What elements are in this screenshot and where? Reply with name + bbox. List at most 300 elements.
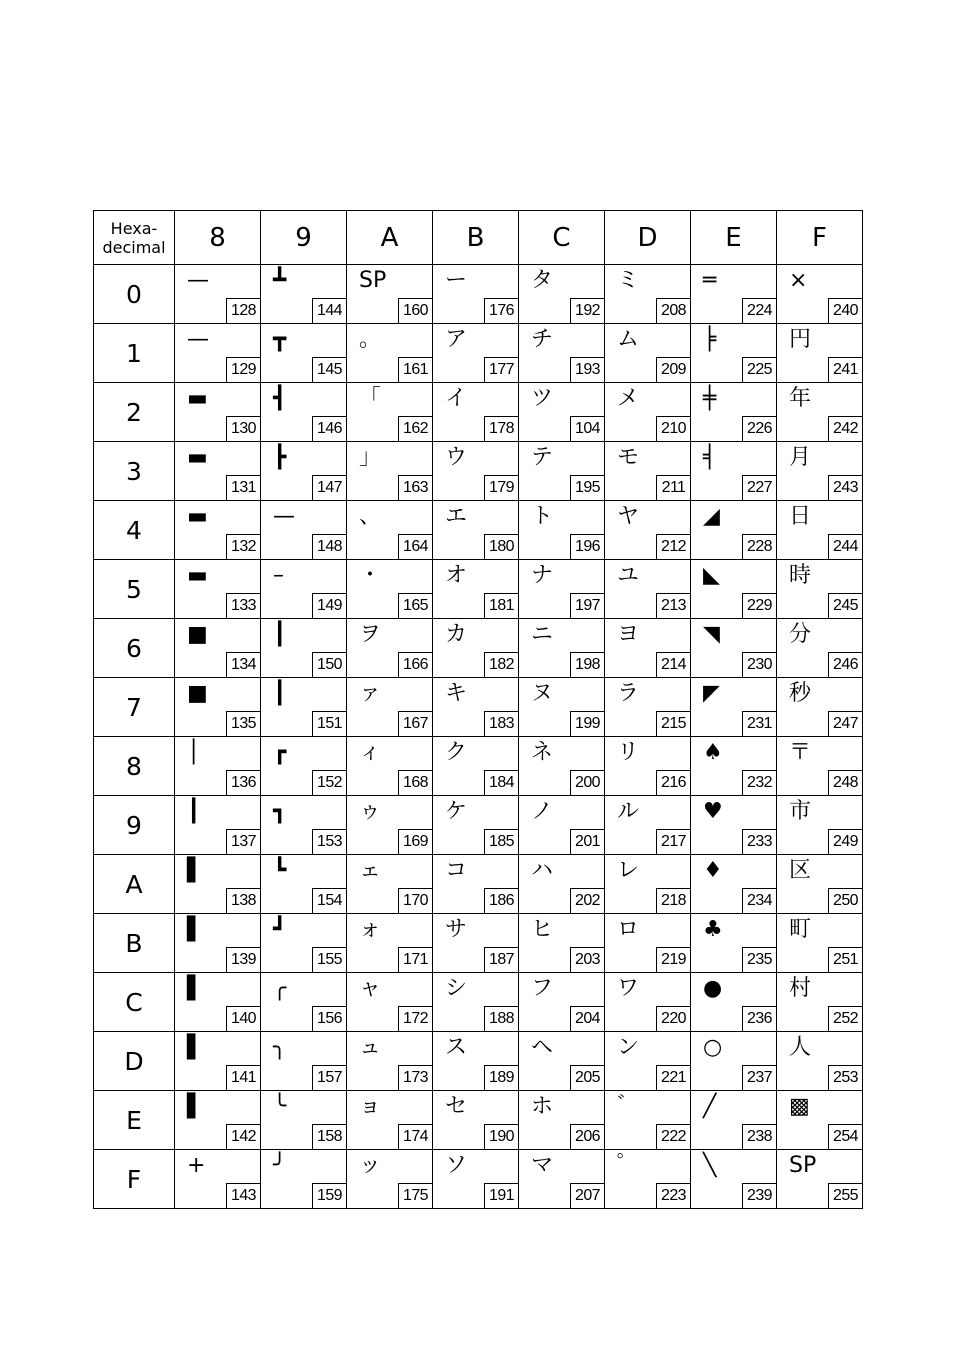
char-glyph: ・: [359, 563, 382, 588]
char-glyph: ナ: [531, 563, 554, 588]
char-cell: [347, 265, 433, 324]
char-glyph: ┏: [273, 740, 287, 765]
char-cell: [175, 1032, 261, 1091]
decimal-code-box: 231: [742, 711, 776, 736]
decimal-code-box: 236: [742, 1006, 776, 1031]
char-glyph: ▩: [789, 1094, 810, 1119]
char-cell: [261, 1091, 347, 1150]
decimal-code-box: 129: [226, 357, 260, 382]
char-glyph: 町: [789, 917, 812, 942]
char-glyph: ュ: [359, 1035, 382, 1060]
decimal-code-box: 141: [226, 1065, 260, 1090]
char-glyph: ゥ: [359, 799, 382, 824]
char-cell: [347, 973, 433, 1032]
column-header-b: B: [433, 211, 519, 265]
decimal-code-box: 132: [226, 534, 260, 559]
decimal-code-box: 196: [570, 534, 604, 559]
char-cell: [777, 678, 863, 737]
char-glyph: ■: [187, 622, 208, 647]
char-cell: [175, 501, 261, 560]
char-glyph: ▬: [187, 504, 208, 529]
char-cell: [433, 265, 519, 324]
char-glyph: マ: [531, 1153, 554, 1178]
decimal-code-box: 155: [312, 947, 346, 972]
decimal-code-box: 239: [742, 1183, 776, 1208]
table-row: [94, 324, 863, 383]
char-glyph: 人: [789, 1035, 812, 1060]
char-glyph: ニ: [531, 622, 554, 647]
column-header-c: C: [519, 211, 605, 265]
char-glyph: ◥: [703, 622, 720, 647]
decimal-code-box: 163: [398, 475, 432, 500]
decimal-code-box: 254: [828, 1124, 862, 1149]
decimal-code-box: 156: [312, 1006, 346, 1031]
table-row: [94, 737, 863, 796]
char-glyph: ♦: [703, 858, 723, 883]
row-header: 3: [94, 442, 175, 501]
decimal-code-box: 219: [656, 947, 690, 972]
char-cell: [261, 914, 347, 973]
char-glyph: ホ: [531, 1094, 554, 1119]
decimal-code-box: 168: [398, 770, 432, 795]
char-cell: [261, 619, 347, 678]
decimal-code-box: 150: [312, 652, 346, 677]
char-glyph: カ: [445, 622, 468, 647]
decimal-code-box: 152: [312, 770, 346, 795]
char-cell: [519, 855, 605, 914]
char-glyph: シ: [445, 976, 468, 1001]
decimal-code-box: 227: [742, 475, 776, 500]
char-glyph: +: [187, 1153, 206, 1178]
char-cell: [433, 973, 519, 1032]
decimal-code-box: 210: [656, 416, 690, 441]
char-glyph: フ: [531, 976, 554, 1001]
char-glyph: ♥: [703, 799, 723, 824]
char-cell: [433, 1091, 519, 1150]
char-glyph: 」: [359, 445, 382, 470]
char-glyph: ╲: [703, 1153, 717, 1178]
char-cell: [261, 1032, 347, 1091]
char-cell: [605, 973, 691, 1032]
decimal-code-box: 209: [656, 357, 690, 382]
char-cell: [433, 678, 519, 737]
char-cell: [605, 324, 691, 383]
decimal-code-box: 160: [398, 298, 432, 323]
char-cell: [433, 737, 519, 796]
char-glyph: ォ: [359, 917, 382, 942]
char-cell: [347, 619, 433, 678]
char-glyph: 月: [789, 445, 812, 470]
char-glyph: ヌ: [531, 681, 554, 706]
char-glyph: ッ: [359, 1153, 382, 1178]
decimal-code-box: 241: [828, 357, 862, 382]
char-glyph: 村: [789, 976, 812, 1001]
decimal-code-box: 250: [828, 888, 862, 913]
decimal-code-box: 133: [226, 593, 260, 618]
decimal-code-box: 188: [484, 1006, 518, 1031]
char-glyph: タ: [531, 268, 554, 293]
char-cell: [347, 678, 433, 737]
char-cell: [261, 265, 347, 324]
char-glyph: 「: [359, 386, 382, 411]
char-cell: [433, 501, 519, 560]
char-glyph: —: [187, 268, 209, 293]
decimal-code-box: 166: [398, 652, 432, 677]
char-cell: [175, 914, 261, 973]
row-header: C: [94, 973, 175, 1032]
table-row: [94, 619, 863, 678]
char-glyph: ◤: [703, 681, 720, 706]
decimal-code-box: 245: [828, 593, 862, 618]
decimal-code-box: 149: [312, 593, 346, 618]
decimal-code-box: 164: [398, 534, 432, 559]
char-cell: [347, 324, 433, 383]
char-cell: [519, 501, 605, 560]
char-glyph: コ: [445, 858, 468, 883]
char-glyph: ┃: [187, 799, 201, 824]
char-cell: [777, 324, 863, 383]
char-glyph: ╪: [703, 386, 717, 411]
char-glyph: ▬: [187, 386, 208, 411]
decimal-code-box: 248: [828, 770, 862, 795]
char-glyph: ン: [617, 1035, 640, 1060]
decimal-code-box: 143: [226, 1183, 260, 1208]
row-header: 4: [94, 501, 175, 560]
decimal-code-box: 229: [742, 593, 776, 618]
row-header: B: [94, 914, 175, 973]
char-cell: [519, 737, 605, 796]
char-cell: [175, 619, 261, 678]
char-glyph: ハ: [531, 858, 554, 883]
char-cell: [777, 1032, 863, 1091]
char-cell: [519, 383, 605, 442]
char-cell: [605, 501, 691, 560]
decimal-code-box: 223: [656, 1183, 690, 1208]
char-cell: [691, 324, 777, 383]
char-glyph: エ: [445, 504, 468, 529]
char-cell: [691, 1091, 777, 1150]
char-glyph: テ: [531, 445, 554, 470]
char-glyph: —: [187, 327, 209, 352]
decimal-code-box: 237: [742, 1065, 776, 1090]
char-glyph: ミ: [617, 268, 640, 293]
char-glyph: ◣: [703, 563, 720, 588]
char-glyph: メ: [617, 386, 640, 411]
char-glyph: ノ: [531, 799, 554, 824]
decimal-code-box: 195: [570, 475, 604, 500]
char-glyph: 分: [789, 622, 812, 647]
char-glyph: ╡: [703, 445, 717, 470]
char-cell: [175, 678, 261, 737]
char-glyph: ツ: [531, 386, 554, 411]
char-cell: [605, 265, 691, 324]
char-cell: [433, 560, 519, 619]
char-glyph: ▌: [187, 917, 204, 942]
table-row: [94, 796, 863, 855]
row-header: 1: [94, 324, 175, 383]
char-cell: [777, 973, 863, 1032]
char-cell: [175, 737, 261, 796]
char-glyph: ■: [187, 681, 208, 706]
char-cell: [605, 678, 691, 737]
corner-label-line1: Hexa-: [110, 218, 158, 238]
decimal-code-box: 171: [398, 947, 432, 972]
decimal-code-box: 225: [742, 357, 776, 382]
decimal-code-box: 216: [656, 770, 690, 795]
char-cell: [519, 678, 605, 737]
decimal-code-box: 173: [398, 1065, 432, 1090]
char-glyph: ┫: [273, 386, 287, 411]
decimal-code-box: 221: [656, 1065, 690, 1090]
char-cell: [261, 855, 347, 914]
char-cell: [605, 1032, 691, 1091]
decimal-code-box: 252: [828, 1006, 862, 1031]
char-cell: [777, 914, 863, 973]
table-row: [94, 1032, 863, 1091]
char-glyph: —: [273, 504, 295, 529]
decimal-code-box: 181: [484, 593, 518, 618]
char-cell: [175, 442, 261, 501]
char-cell: [691, 383, 777, 442]
char-glyph: ヤ: [617, 504, 640, 529]
char-cell: [605, 1150, 691, 1209]
char-cell: [519, 1150, 605, 1209]
decimal-code-box: 212: [656, 534, 690, 559]
char-cell: [605, 855, 691, 914]
decimal-code-box: 200: [570, 770, 604, 795]
char-glyph: チ: [531, 327, 554, 352]
decimal-code-box: 134: [226, 652, 260, 677]
column-header-8: 8: [175, 211, 261, 265]
char-glyph: ヲ: [359, 622, 382, 647]
char-cell: [175, 796, 261, 855]
char-glyph: ▬: [187, 563, 208, 588]
char-glyph: ャ: [359, 976, 382, 1001]
char-cell: [175, 973, 261, 1032]
char-glyph: キ: [445, 681, 468, 706]
decimal-code-box: 136: [226, 770, 260, 795]
char-cell: [261, 560, 347, 619]
table-row: [94, 973, 863, 1032]
decimal-code-box: 198: [570, 652, 604, 677]
char-glyph: ワ: [617, 976, 640, 1001]
decimal-code-box: 203: [570, 947, 604, 972]
decimal-code-box: 147: [312, 475, 346, 500]
char-cell: [777, 1150, 863, 1209]
char-glyph: ユ: [617, 563, 640, 588]
char-cell: [175, 560, 261, 619]
decimal-code-box: 165: [398, 593, 432, 618]
char-cell: [433, 796, 519, 855]
char-cell: [261, 501, 347, 560]
char-glyph: ▬: [187, 445, 208, 470]
row-header: 0: [94, 265, 175, 324]
decimal-code-box: 137: [226, 829, 260, 854]
char-glyph: ○: [703, 1035, 723, 1060]
char-glyph: ┛: [273, 917, 287, 942]
decimal-code-box: 249: [828, 829, 862, 854]
char-cell: [691, 855, 777, 914]
decimal-code-box: 167: [398, 711, 432, 736]
char-cell: [347, 501, 433, 560]
decimal-code-box: 139: [226, 947, 260, 972]
char-cell: [691, 1032, 777, 1091]
decimal-code-box: 178: [484, 416, 518, 441]
char-glyph: ョ: [359, 1094, 382, 1119]
char-glyph: ▌: [187, 858, 204, 883]
char-glyph: ♠: [703, 740, 723, 765]
decimal-code-box: 169: [398, 829, 432, 854]
char-cell: [691, 973, 777, 1032]
char-cell: [261, 973, 347, 1032]
decimal-code-box: 205: [570, 1065, 604, 1090]
table-row: [94, 442, 863, 501]
char-cell: [347, 737, 433, 796]
decimal-code-box: 187: [484, 947, 518, 972]
decimal-code-box: 190: [484, 1124, 518, 1149]
char-cell: [175, 1091, 261, 1150]
decimal-code-box: 146: [312, 416, 346, 441]
row-header: 5: [94, 560, 175, 619]
char-cell: [261, 678, 347, 737]
char-glyph: ╯: [273, 1153, 287, 1178]
table-body: [94, 265, 863, 1209]
char-cell: [691, 1150, 777, 1209]
decimal-code-box: 158: [312, 1124, 346, 1149]
char-glyph: ゛: [617, 1094, 640, 1119]
char-glyph: リ: [617, 740, 640, 765]
char-cell: [519, 324, 605, 383]
decimal-code-box: 238: [742, 1124, 776, 1149]
char-glyph: ロ: [617, 917, 640, 942]
decimal-code-box: 148: [312, 534, 346, 559]
char-glyph: ▌: [187, 976, 204, 1001]
table-row: [94, 265, 863, 324]
decimal-code-box: 247: [828, 711, 862, 736]
char-cell: [691, 678, 777, 737]
char-glyph: ┃: [273, 622, 287, 647]
char-glyph: オ: [445, 563, 468, 588]
decimal-code-box: 228: [742, 534, 776, 559]
char-cell: [605, 383, 691, 442]
char-glyph: ┗: [273, 858, 287, 883]
row-header: 2: [94, 383, 175, 442]
char-glyph: ┻: [273, 268, 287, 293]
char-cell: [261, 1150, 347, 1209]
char-glyph: 〒: [789, 740, 812, 765]
char-cell: [347, 442, 433, 501]
char-cell: [347, 1032, 433, 1091]
char-cell: [347, 796, 433, 855]
decimal-code-box: 183: [484, 711, 518, 736]
decimal-code-box: 154: [312, 888, 346, 913]
char-glyph: ●: [703, 976, 723, 1001]
row-header: E: [94, 1091, 175, 1150]
decimal-code-box: 179: [484, 475, 518, 500]
decimal-code-box: 189: [484, 1065, 518, 1090]
decimal-code-box: 206: [570, 1124, 604, 1149]
decimal-code-box: 176: [484, 298, 518, 323]
decimal-code-box: 211: [656, 475, 690, 500]
char-glyph: ┣: [273, 445, 287, 470]
decimal-code-box: 184: [484, 770, 518, 795]
decimal-code-box: 145: [312, 357, 346, 382]
char-cell: [691, 501, 777, 560]
char-glyph: セ: [445, 1094, 468, 1119]
decimal-code-box: 240: [828, 298, 862, 323]
decimal-code-box: 193: [570, 357, 604, 382]
char-glyph: ┓: [273, 799, 287, 824]
table-row: [94, 383, 863, 442]
char-glyph: ィ: [359, 740, 382, 765]
decimal-code-box: 222: [656, 1124, 690, 1149]
char-cell: [433, 914, 519, 973]
char-glyph: ル: [617, 799, 640, 824]
char-glyph: サ: [445, 917, 468, 942]
char-glyph: 日: [789, 504, 812, 529]
char-glyph: 区: [789, 858, 812, 883]
char-cell: [777, 737, 863, 796]
decimal-code-box: 217: [656, 829, 690, 854]
char-cell: [777, 265, 863, 324]
row-header: A: [94, 855, 175, 914]
char-glyph: ═: [703, 268, 717, 293]
row-header: F: [94, 1150, 175, 1209]
char-glyph: ウ: [445, 445, 468, 470]
char-cell: [777, 560, 863, 619]
decimal-code-box: 135: [226, 711, 260, 736]
table-row: [94, 855, 863, 914]
char-glyph: ╱: [703, 1094, 717, 1119]
decimal-code-box: 157: [312, 1065, 346, 1090]
char-glyph: ヘ: [531, 1035, 554, 1060]
char-cell: [691, 442, 777, 501]
char-glyph: SP: [789, 1153, 817, 1178]
char-cell: [519, 442, 605, 501]
char-cell: [347, 855, 433, 914]
decimal-code-box: 172: [398, 1006, 432, 1031]
char-cell: [347, 560, 433, 619]
decimal-code-box: 182: [484, 652, 518, 677]
row-header: 6: [94, 619, 175, 678]
decimal-code-box: 218: [656, 888, 690, 913]
char-cell: [261, 737, 347, 796]
corner-label-line2: decimal: [102, 237, 166, 257]
char-glyph: ゜: [617, 1153, 640, 1178]
row-header: 8: [94, 737, 175, 796]
char-glyph: レ: [617, 858, 640, 883]
char-glyph: ╰: [273, 1094, 287, 1119]
decimal-code-box: 174: [398, 1124, 432, 1149]
decimal-code-box: 204: [570, 1006, 604, 1031]
char-glyph: ラ: [617, 681, 640, 706]
decimal-code-box: 215: [656, 711, 690, 736]
char-glyph: ェ: [359, 858, 382, 883]
decimal-code-box: 144: [312, 298, 346, 323]
decimal-code-box: 214: [656, 652, 690, 677]
char-glyph: 時: [789, 563, 812, 588]
hexadecimal-corner-label: [94, 211, 175, 265]
column-header-e: E: [691, 211, 777, 265]
decimal-code-box: 142: [226, 1124, 260, 1149]
decimal-code-box: 233: [742, 829, 776, 854]
char-glyph: ╮: [273, 1035, 287, 1060]
decimal-code-box: 161: [398, 357, 432, 382]
char-cell: [691, 619, 777, 678]
char-glyph: ╞: [703, 327, 717, 352]
char-glyph: ス: [445, 1035, 468, 1060]
char-glyph: ▌: [187, 1094, 204, 1119]
